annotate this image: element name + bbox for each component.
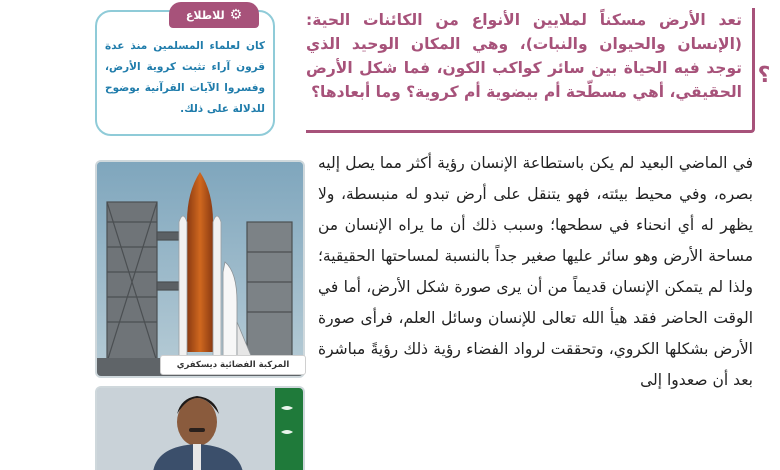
info-tab: [169, 2, 259, 28]
info-box: [95, 7, 275, 136]
main-paragraph: في الماضي البعيد لم يكن باستطاعة الإنسان رؤية أكثر مما يصل إليه بصره، وفي محيط بيئته، فهو يتنقل على أرض تبدو له منبسطة، ولا يظهر له أي انحناء في سطحها؛ وسبب ذلك أن ما يراه الإنسان من مساحة الأرض وهو سائر عليها صغير جداً بالنسبة لمساحتها الحقيقية؛ ولذا لم يتمكن الإنسان قديماً من أن يرى صورة شكل الأرض، أما في الوقت الحاضر فقد هيأ الله تعالى للإنسان وسائل العلم، فرأى صورة الأرض بشكلها الكروي، وتحققت لرواد الفضاء رؤية ذلك رؤيةً مباشرة بعد أن صعدوا إلى: [318, 154, 753, 389]
astronaut-illustration: [97, 388, 303, 470]
info-tab-label: للاطلاع: [185, 8, 225, 22]
astronaut-photo: [95, 386, 305, 470]
atom-gear-icon: ⚙: [229, 7, 243, 23]
question-marker-icon: ؟: [757, 62, 771, 88]
intro-text: تعد الأرض مسكناً لملايين الأنواع من الكائنات الحية: (الإنسان والحيوان والنبات)، وهي المكان الوحيد الذي توجد فيه الحياة بين سائر كواكب الكون، فما شكل الأرض الحقيقي، أهي مسطّحة أم بيضوية أم كروية؟ وما أبعادها؟: [306, 11, 742, 101]
info-text: كان لعلماء المسلمين منذ عدة قرون آراء تثبت كروية الأرض، وفسروا الآيات القرآنية بوضوح للدلالة على ذلك.: [105, 40, 265, 115]
shuttle-photo: [95, 160, 305, 378]
shuttle-caption: المركبة الفضائية ديسكفري: [160, 355, 306, 375]
intro-block: [306, 8, 755, 133]
shuttle-illustration: [97, 162, 303, 376]
